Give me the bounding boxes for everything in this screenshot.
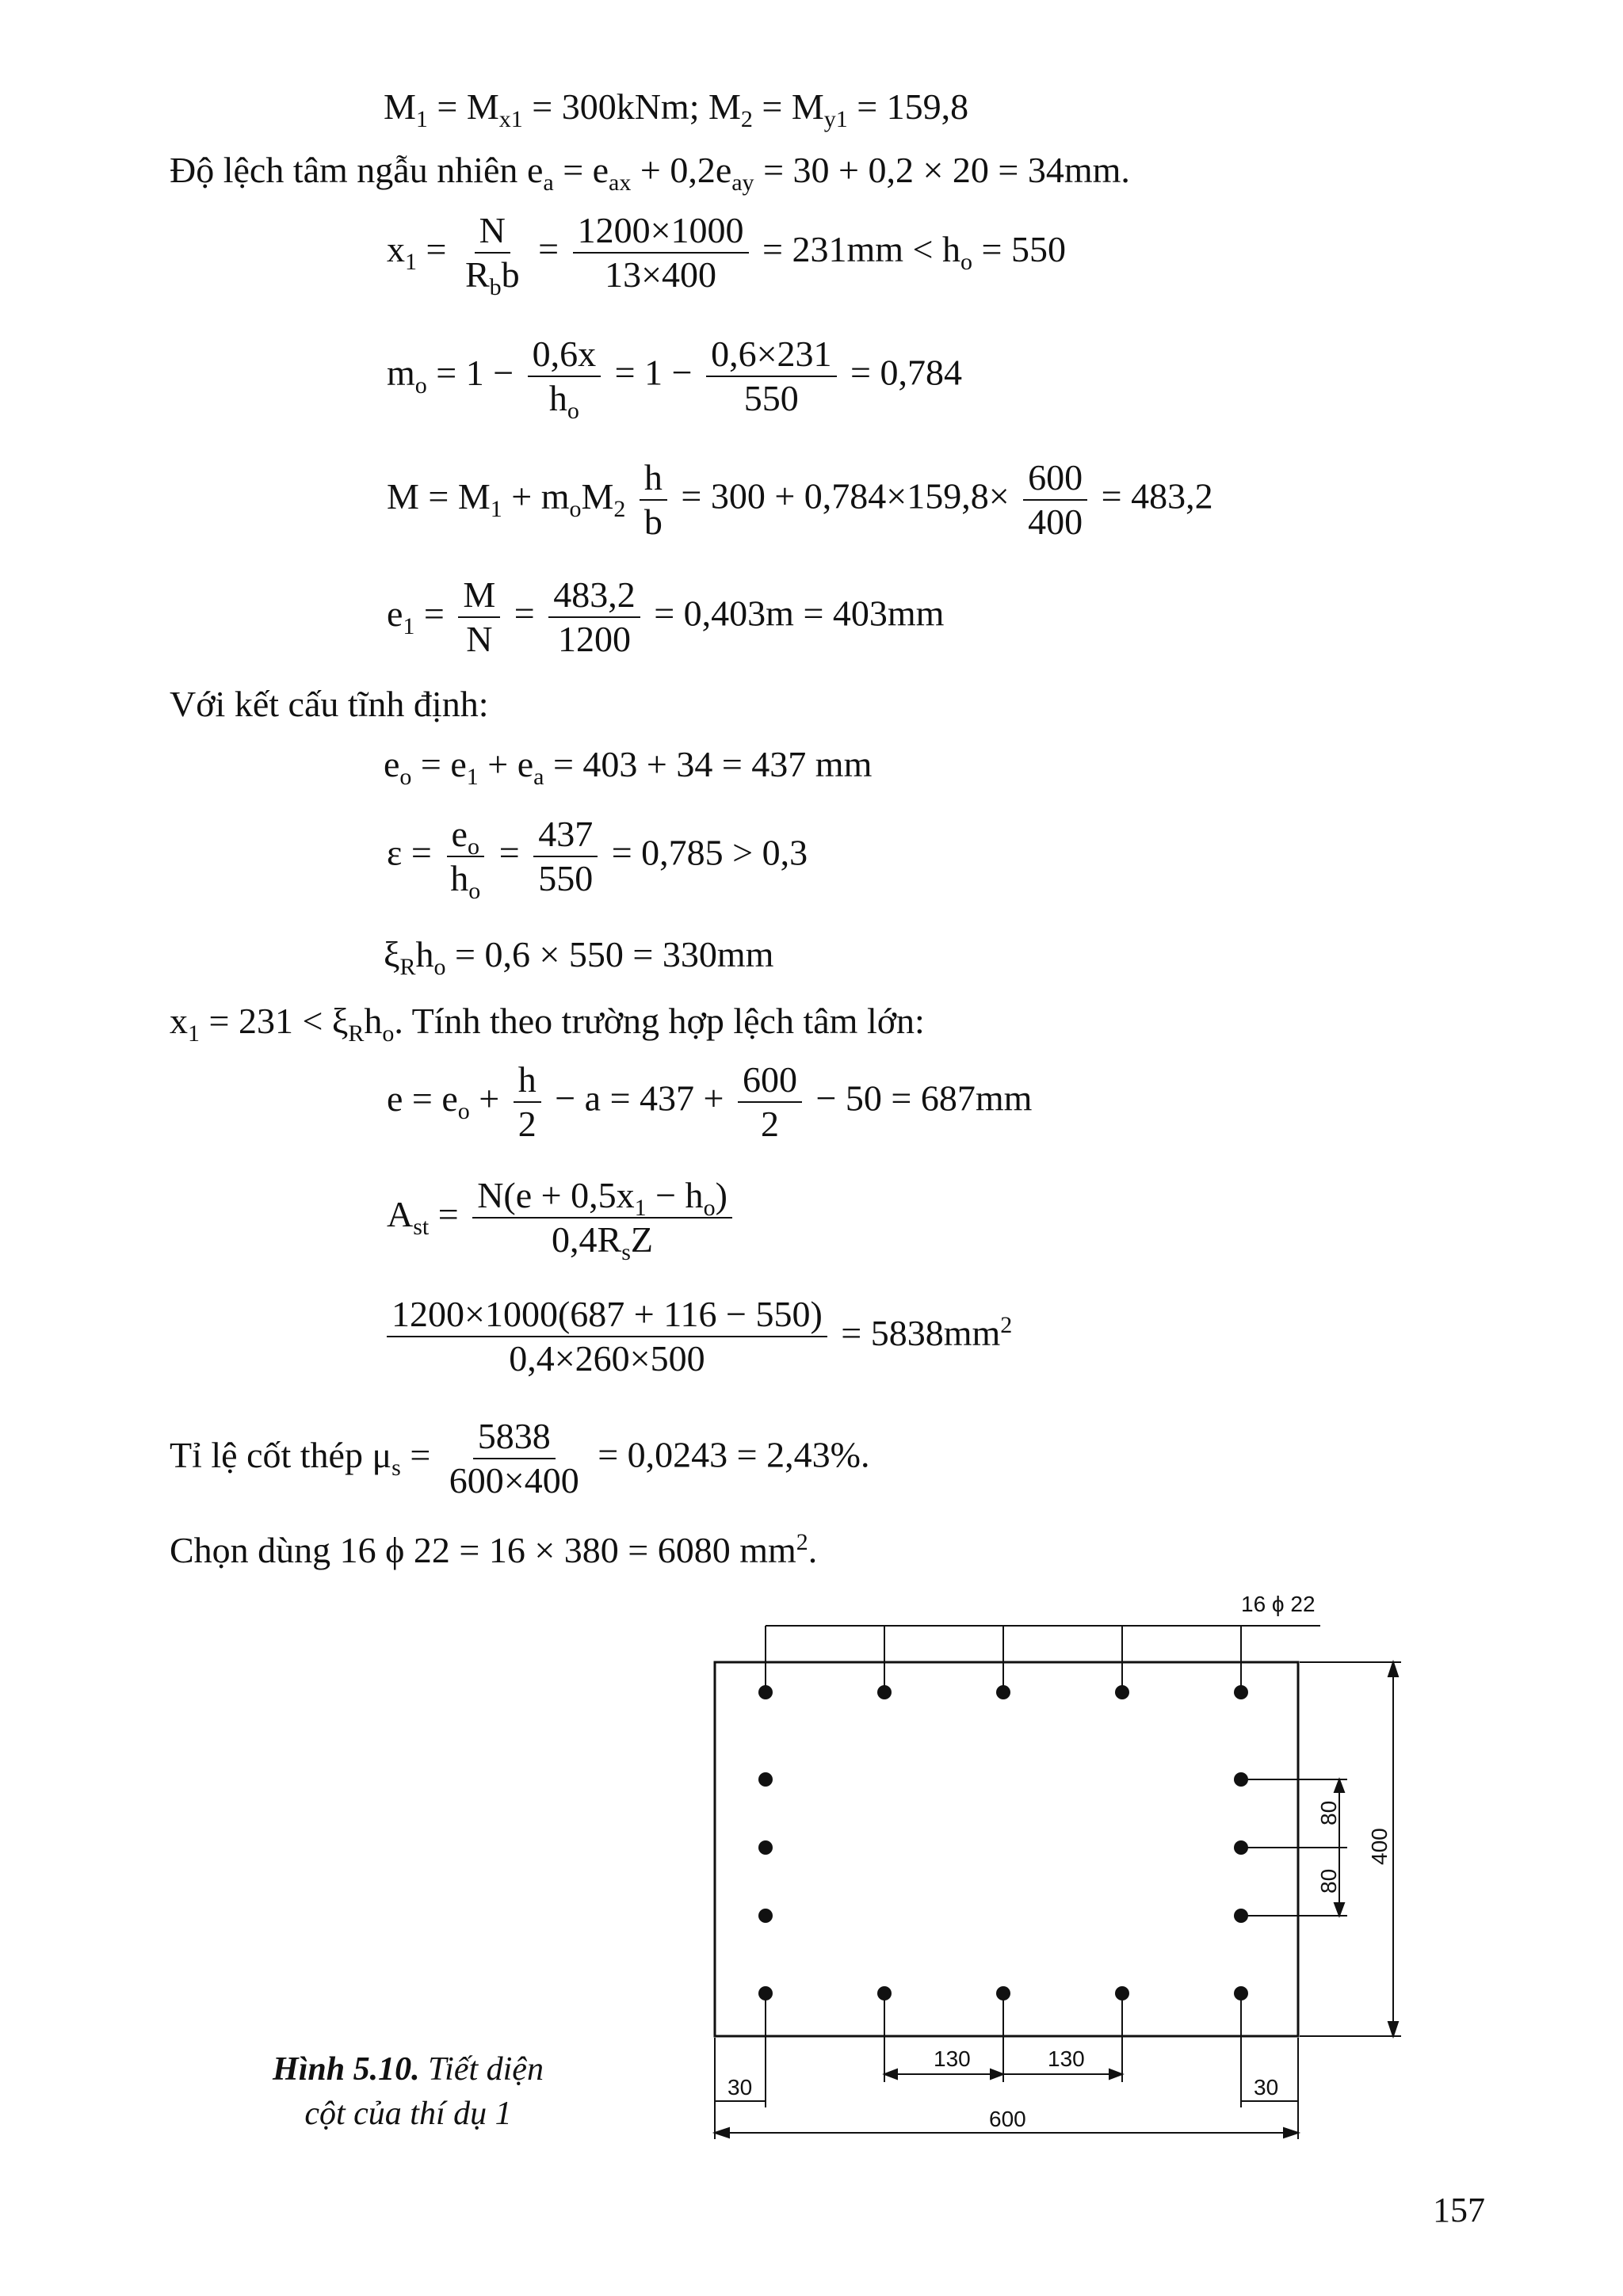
- rebars: [758, 1685, 1248, 2000]
- caption-text: cột của thí dụ 1: [304, 2096, 512, 2132]
- caption-title: Hình 5.10.: [273, 2051, 420, 2088]
- rebar: [758, 1840, 773, 1855]
- dim-cover-left: 30: [727, 2075, 753, 2100]
- dim-height: 400: [1367, 1828, 1392, 1865]
- ratio-formula: Tỉ lệ cốt thép $\mu_s$ = $\frac{5838}{600\times 400}$ = 0,0243 = 2,43%.: [170, 1416, 870, 1501]
- bar-label: 16 ϕ 22: [1241, 1592, 1316, 1616]
- m0-formula: $m_o = 1$ − $\frac{0,6x}{h_o}$ = 1 − $\frac{0,6\times 231}{550}$ = 0,784: [387, 334, 962, 424]
- static-intro: Với kết cấu tĩnh định:: [170, 684, 489, 724]
- x1-formula: $x_1$ = $\frac{N}{R_bb}$ = $\frac{1200\times 1000}{13\times 400}$ = $231mm < h_o = 550$: [387, 210, 1066, 300]
- rebar: [758, 1685, 773, 1699]
- Ast-value-formula: $\frac{1200\times 1000(687 + 116 - 550)}{0,4\times 260\times 500}$ = $5838mm^2$: [387, 1296, 1012, 1377]
- e1-formula: $e_1$ = $\frac{M}{N}$ = $\frac{483,2}{1200}$ = 0,403m = 403mm: [387, 574, 945, 659]
- eccentricity-intro: Độ lệch tâm ngẫu nhiên: [170, 150, 518, 190]
- dim-width: 600: [989, 2107, 1026, 2131]
- fraction: $\frac{N}{R_bb}$: [464, 210, 520, 300]
- eccentricity-line: Độ lệch tâm ngẫu nhiên $e_a = e_{ax} + 0,2e_{ay} = 30 + 0,2 \times 20 = 34mm$.: [170, 150, 1130, 196]
- dim-cover-right: 30: [1254, 2075, 1279, 2100]
- bar-leaders: [766, 1626, 1320, 1689]
- xiR-line: $\xi_Rh_o = 0,6 \times 550 = 330mm$: [384, 934, 774, 980]
- choice-line: Chọn dùng 16 ϕ 22 = 16 × 380 = 6080 $mm^2$.: [170, 1529, 818, 1570]
- epsilon-formula: ε = $\frac{e_o}{h_o}$ = $\frac{437}{550}$ = 0,785 > 0,3: [387, 814, 808, 904]
- rebar: [1115, 1685, 1129, 1699]
- dim-vert-2: 80: [1316, 1868, 1341, 1894]
- rebar: [758, 1909, 773, 1923]
- Ast-formula: $A_{st}$ = $\frac{N(e + 0,5x_1 - h_o)}{0,4R_sZ}$: [387, 1177, 737, 1258]
- M-formula: $M = M_1 + m_oM_2$ $\frac{h}{b}$ = 300 + 0,784×159,8× $\frac{600}{400}$ = 483,2: [387, 457, 1213, 542]
- caption-text: Tiết diện: [428, 2051, 544, 2088]
- rebar: [877, 1685, 892, 1699]
- e0-line: $e_o = e_1 + e_a = 403 + 34 = 437$ mm: [384, 744, 873, 790]
- moments-line: $M_1 = M_{x1} = 300kNm$; $M_2 = M_{y1} = 159,8$: [384, 86, 969, 132]
- rebar: [1234, 1685, 1248, 1699]
- dim-vert-1: 80: [1316, 1800, 1341, 1825]
- fraction: $\frac{1200\times 1000}{13\times 400}$: [573, 212, 749, 293]
- page-number: 157: [1433, 2191, 1485, 2229]
- e-formula: $e = e_o$ + $\frac{h}{2}$ − a = 437 + $\frac{600}{2}$ − 50 = 687mm: [387, 1059, 1033, 1144]
- dim-spacing-1: 130: [934, 2046, 971, 2071]
- rebar: [758, 1772, 773, 1787]
- large-case-line: $x_1 = 231 < \xi_Rh_o$. Tính theo trường hợp lệch tâm lớn:: [170, 1001, 925, 1047]
- section-outline: [715, 1662, 1298, 2036]
- dim-spacing-2: 130: [1048, 2046, 1085, 2071]
- rebar: [996, 1685, 1010, 1699]
